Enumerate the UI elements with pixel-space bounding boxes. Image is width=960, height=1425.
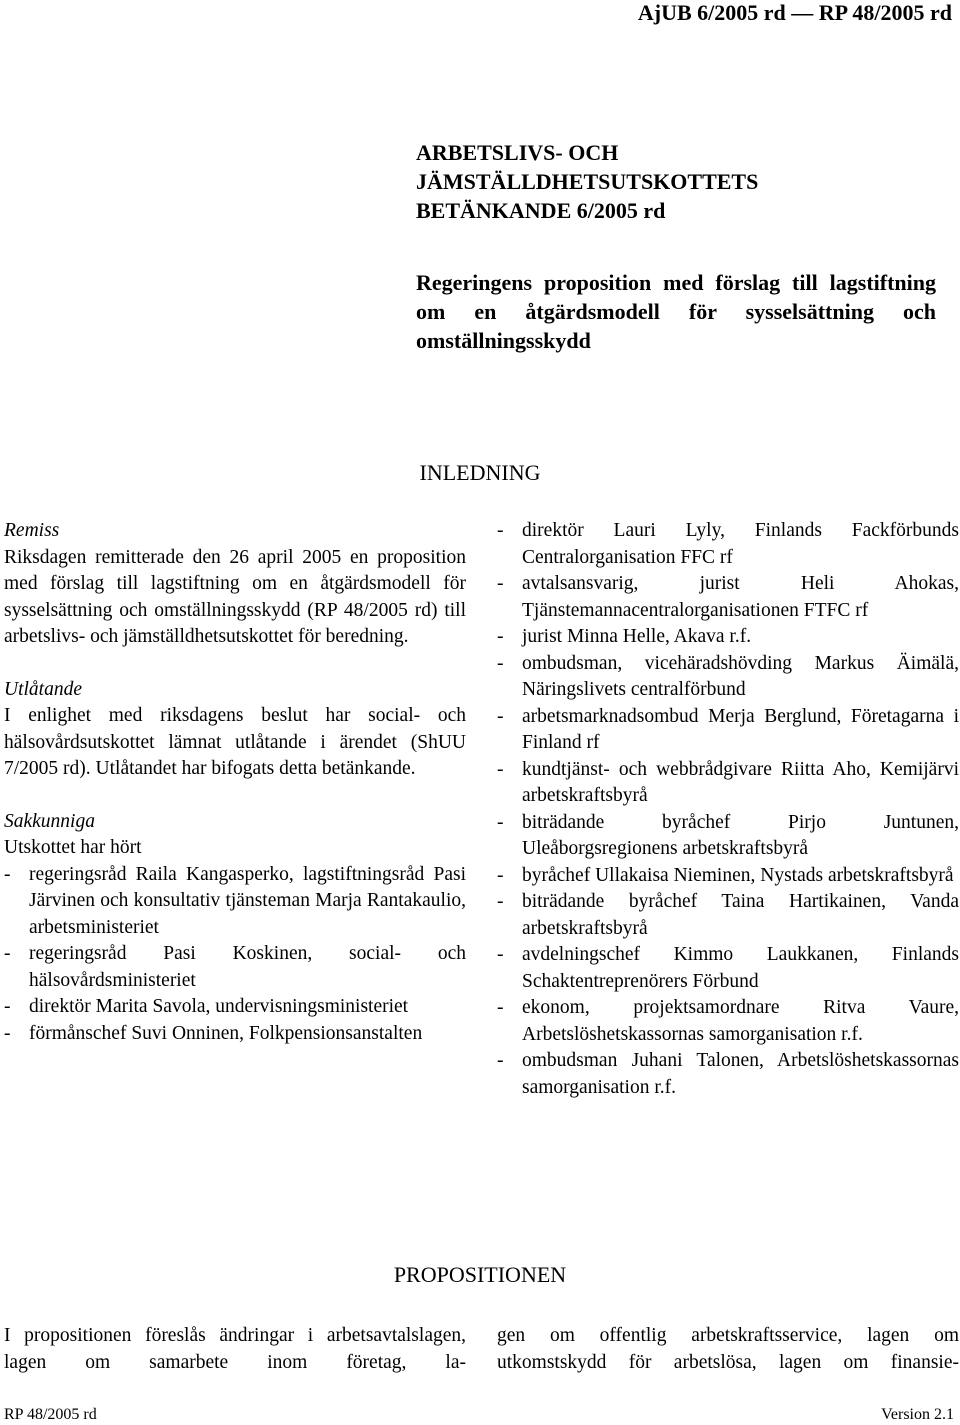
- section-heading-inledning: INLEDNING: [419, 460, 541, 485]
- expert-item: - avdelningschef Kimmo Laukkanen, Finlands Schaktentreprenörers Förbund: [497, 942, 959, 995]
- report-title-line: ARBETSLIVS- OCH: [416, 140, 619, 165]
- footer-document-id: RP 48/2005 rd: [4, 1406, 97, 1423]
- right-column: [497, 518, 959, 1101]
- remiss-text: Riksdagen remitterade den 26 april 2005 en proposition med förslag till lagstiftning om en åtgärdsmodell för sysselsättning och omställningsskydd (RP 48/2005 rd) till arbetslivs- och jämställdhetsutskottet för beredning.: [4, 546, 466, 647]
- remiss-section: [4, 518, 466, 651]
- experts-list-right: [497, 518, 959, 1101]
- expert-item: - byråchef Ullakaisa Nieminen, Nystads arbetskraftsbyrå: [497, 863, 959, 890]
- expert-item: - ombudsman, vicehäradshövding Markus Äimälä, Näringslivets centralförbund: [497, 651, 959, 704]
- propositionen-text-left: I propositionen föreslås ändringar i arbetsavtalslagen, lagen om samarbete inom företag, la-: [4, 1325, 466, 1373]
- footer-version: Version 2.1: [881, 1406, 954, 1423]
- sakkunniga-section: [4, 809, 466, 1048]
- expert-item: - biträdande byråchef Pirjo Juntunen, Uleåborgsregionens arbetskraftsbyrå: [497, 810, 959, 863]
- running-header: AjUB 6/2005 rd — RP 48/2005 rd: [637, 0, 952, 25]
- report-subtitle: Regeringens proposition med förslag till lagstiftning om en åtgärdsmodell för sysselsättning och omställningsskydd: [416, 270, 936, 353]
- experts-list-left: [4, 862, 466, 1048]
- utlatande-heading: Utlåtande: [4, 678, 82, 700]
- expert-item: - kundtjänst- och webbrådgivare Riitta Aho, Kemijärvi arbetskraftsbyrå: [497, 757, 959, 810]
- report-title-line: JÄMSTÄLLDHETSUTSKOTTETS: [416, 169, 759, 194]
- expert-item: - förmånschef Suvi Onninen, Folkpensionsanstalten: [4, 1021, 466, 1048]
- expert-item: - arbetsmarknadsombud Merja Berglund, Företagarna i Finland rf: [497, 704, 959, 757]
- expert-item: - avtalsansvarig, jurist Heli Ahokas, Tjänstemannacentralorganisationen FTFC rf: [497, 571, 959, 624]
- report-title: [416, 138, 936, 225]
- sakkunniga-intro: Utskottet har hört: [4, 837, 142, 858]
- utlatande-text: I enlighet med riksdagens beslut har social- och hälsovårdsutskottet lämnat utlåtande i ärendet (ShUU 7/2005 rd). Utlåtandet har bifogats detta betänkande.: [4, 705, 466, 779]
- section-heading-propositionen: PROPOSITIONEN: [393, 1262, 567, 1287]
- sakkunniga-heading: Sakkunniga: [4, 810, 95, 832]
- expert-item: - ombudsman Juhani Talonen, Arbetslöshetskassornas samorganisation r.f.: [497, 1048, 959, 1101]
- expert-item: - direktör Lauri Lyly, Finlands Fackförbunds Centralorganisation FFC rf: [497, 518, 959, 571]
- utlatande-section: [4, 677, 466, 783]
- propositionen-text-right: gen om offentlig arbetskraftsservice, lagen om utkomstskydd för arbetslösa, lagen om finansie-: [497, 1325, 959, 1373]
- expert-item: - regeringsråd Raila Kangasperko, lagstiftningsråd Pasi Järvinen och konsultativ tjänsteman Marja Rantakaulio, arbetsministeriet: [4, 862, 466, 942]
- expert-item: - jurist Minna Helle, Akava r.f.: [497, 624, 959, 651]
- expert-item: - regeringsråd Pasi Koskinen, social- och hälsovårdsministeriet: [4, 941, 466, 994]
- expert-item: - direktör Marita Savola, undervisningsministeriet: [4, 994, 466, 1021]
- left-column: [4, 518, 466, 1047]
- expert-item: - ekonom, projektsamordnare Ritva Vaure, Arbetslöshetskassornas samorganisation r.f.: [497, 995, 959, 1048]
- remiss-heading: Remiss: [4, 520, 60, 541]
- expert-item: - biträdande byråchef Taina Hartikainen, Vanda arbetskraftsbyrå: [497, 889, 959, 942]
- report-title-line: BETÄNKANDE 6/2005 rd: [416, 198, 666, 223]
